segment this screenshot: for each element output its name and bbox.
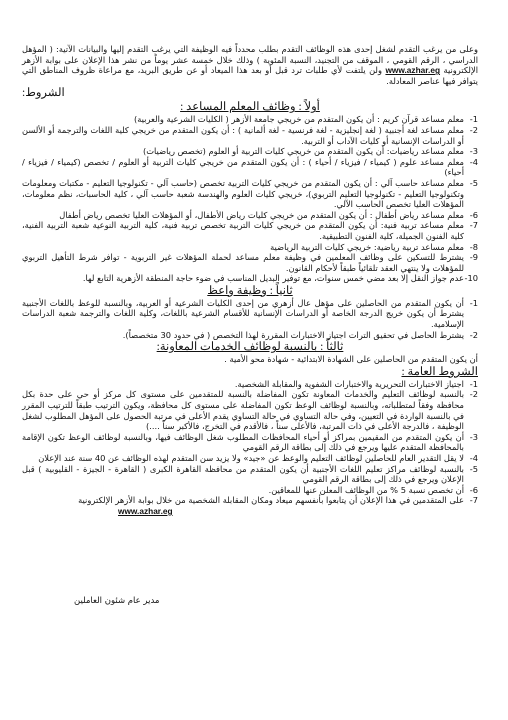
list-item: 1- اجتياز الاختبارات التحريرية والاختبارات الشفوية والمقابلة الشخصية. [234,378,478,389]
list-item: 5- بالنسبة لوظائف مراكز تعليم اللغات الأجنبية أن يكون المتقدم من محافظة القاهرة الكبرى ( القاهرة - الجيزة - القليوبية ) قبل الإعلان ويرجع في ذلك إلى بطاقة الرقم القومي [22,463,478,485]
intro-text-end: ولن يلتفت لأي طلبات ترد قبل أو بعد هذا الميعاد أو عن طريق البريد، مع مراعاة ظروف المناطق التي يتوافر فيها عناصر المعادلة. [22,65,478,86]
list-item: 3- أن يكون المتقدم من المقيمين بمراكز أو أحياء المحافظات المطلوب شغل الوظائف فيها، وبالنسبة لوظائف الوعظ تكون الإقامة بالمحافظة المتقدم عليها ويرجع في ذلك إلى بطاقة الرقم القومي [22,431,478,453]
list-item: 8- معلم مساعد تربية رياضية: خريجي كليات التربية الرياضية [270,241,478,252]
intro-text: وعلى من يرغب التقدم لشغل إحدى هذه الوظائف التقدم بطلب محدداً فيه الوظيفة التي يرغب التقدم إليها والبيانات الآتية: ( المؤهل الدراسي ، الرقم القومي ، الموقف من التجنيد، النسبة المئوية ) وذلك خلال خمسة عشر يوماً من نشر هذا الإعلان على بوابة الأزهر الإلكترونية [22,44,478,76]
signature-title: مدير عام شئون العاملين [74,596,160,606]
section1-list [22,114,478,284]
section3-text: أن يكون المتقدم من الحاصلين على الشهادة الابتدائية - شهادة محو الأمية . [224,354,478,365]
list-item: 1- أن يكون المتقدم من الحاصلين على مؤهل عال أزهري من إحدى الكليات الشرعية أو العربية، وبالنسبة للوعظ باللغات الأجنبية يشترط أن يكون خريج الدرجة الخاصة أو الدراسات الإنسانية للأقسام الشرعية باللغات، وكلية اللغات والترجمة شعبة الدراسات الإسلامية. [22,297,478,330]
general-link-row [22,506,478,517]
list-item: 9- يشترط للتسكين على وظائف المعلمين في وظيفة معلم مساعد لحملة المؤهلات غير التربوية - توافر شرط التأهيل التربوي للمؤهلات ولا ينتهي العقد تلقائياً طبقاً لأحكام القانون. [22,252,478,273]
section2-list [22,298,478,340]
list-item: 7- معلم مساعد تربية فنية: أن يكون المتقدم من خريجي كليات التربية تخصص تربية فنية، كلية التربية النوعية شعبة التربية الفنية، كلية الفنون الجميلة، كلية الفنون التطبيقية. [22,220,478,241]
section3-heading: ثالثاً : بالنسبة لوظائف الخدمات المعاونة: [156,341,344,354]
general-conditions-list [22,379,478,506]
intro-paragraph [22,44,478,86]
azhar-portal-link-2[interactable]: www.azhar.eg [118,505,173,516]
section1-heading: أولاً : وظائف المعلم المساعد : [180,101,320,114]
azhar-portal-link[interactable]: www.azhar.eg [385,65,441,76]
list-item: 4- معلم مساعد علوم ( كيمياء / فيزياء / أحياء ) : أن يكون المتقدم من خريجي كليات التربية أو العلوم / تخصص (كيمياء / فيزياء / أحياء) [22,156,478,178]
section2-heading: ثانياً : وظيفة واعظ [207,284,293,297]
list-item: 2- بالنسبة لوظائف التعليم والخدمات المعاونة تكون المفاضلة بالنسبة للمتقدمين على مستوى كل مركز أو حي على حدة بكل محافظة وفقاً لمتطلباته، وبالنسبة لوظائف الوعظ تكون المفاضلة على مستوى كل محافظة، ويكون الترتيب طبقاً للترتيب المقرر في بالنسبة الواردة في التعيين، وفي حالة التساوي في حالة التساوي يقدم الأعلى في مرتبة الحصول على المؤهل المطلوب لشغل الوظيفة ، فالدرجة الأعلى في ذات المرتبة، فالأعلى سناً ، فالأقدم في التخرج، فالأكبر سناً ....) [22,389,478,432]
conditions-heading: الشروط: [22,87,65,100]
list-item: 1- معلم مساعد قرآن كريم : أن يكون المتقدم من خريجي جامعة الأزهر ( الكليات الشرعية والعربية) [133,114,478,125]
list-item: 7- على المتقدمين في هذا الإعلان أن يتابعوا بأنفسهم ميعاد ومكان المقابلة الشخصية من خلال بوابة الأزهر الإلكترونية [78,495,478,506]
list-item: 6- معلم مساعد رياض أطفال : أن يكون المتقدم من خريجي كليات رياض الأطفال، أو المؤهلات العليا تخصص رياض أطفال [59,209,478,220]
list-item: 2- يشترط الحاصل في تحقيق الترات اجتياز الاختبارات المقررة لهذا التخصص ( في حدود 30 متخصصاً). [122,329,478,340]
list-item: 3- معلم مساعد رياضيات: أن يكون المتقدم من خريجي كليات التربية أو العلوم (تخصص رياضيات) [142,146,478,157]
list-item: 4- لا يقل التقدير العام للحاصلين لوظائف التعليم والوعظ عن «جيد» ولا يزيد سن المتقدم لهذه الوظائف عن 40 سنة عند الإعلان [38,453,478,463]
list-item: 5- معلم مساعد حاسب آلي : أن يكون المتقدم من خريجي كليات التربية تخصص (حاسب آلي - تكنولوجيا التعليم - مكتبات ومعلومات وتكنولوجيا التعليم - تكنولوجيا التعليم التربوي)، خريجي كليات العلوم والهندسة شعبة حاسب آلي ، كلية الحاسبات، نظم معلومات، المؤهلات العليا تخصص الحاسب الآلي. [22,177,478,210]
list-item: 2- معلم مساعد لغة أجنبية ( لغة إنجليزية - لغة فرنسية - لغة ألمانية ) : أن يكون المتقدم من خريجي كلية اللغات والترجمة أو الألسن أو الدراسات الإنسانية أو كليات الآداب أو التربية. [22,124,478,146]
list-item: 10- عدم جواز النقل إلا بعد مضي خمس سنوات، مع توفير البديل المناسب في ضوء حاجة المنطقة الأزهرية التابع لها. [82,273,478,284]
general-conditions-heading: الشروط العامة : [401,365,478,378]
list-item: 6- أن تخصص نسبة 5 % من الوظائف المعلن عنها للمعاقين. [268,484,478,495]
